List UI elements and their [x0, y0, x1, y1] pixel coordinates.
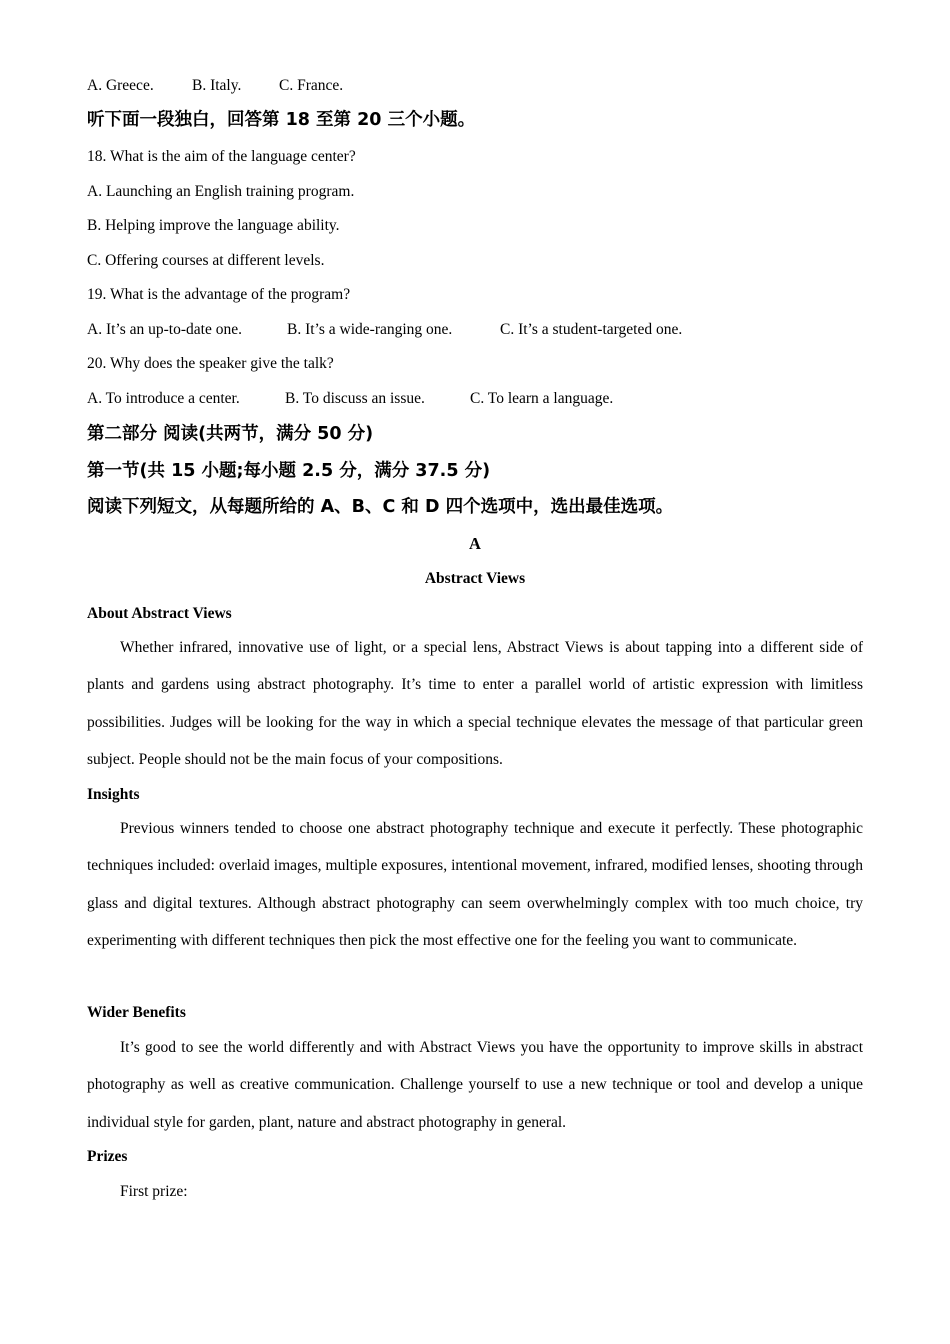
q20-option-c: C. To learn a language. [470, 390, 614, 407]
q19-question: 19. What is the advantage of the program? [87, 286, 351, 303]
q20-option-b: B. To discuss an issue. [285, 390, 425, 407]
part2-heading: 第二部分 阅读(共两节，满分 50 分) [87, 424, 374, 444]
paragraph-about: Whether infrared, innovative use of light, or a special lens, Abstract Views is about tapping into a different side of plants and gardens using abstract photography. It’s time to enter a parallel world of artistic expression with limitless possibilities. Judges will be looking for the way in which a special technique elevates the message of that particular green subject. People should not be the main focus of your compositions. [87, 639, 863, 768]
section-heading-insights: Insights [87, 786, 140, 803]
paragraph-insights: Previous winners tended to choose one abstract photography technique and execute it perfectly. These photographic techniques included: overlaid images, multiple exposures, intentional movement, infrared, modified lenses, shooting through glass and digital textures. Although abstract photography can seem overwhelmingly complex with too much choice, try experimenting with different techniques then pick the most effective one for the feeling you want to communicate. [87, 820, 863, 949]
q18-option-a: A. Launching an English training program. [87, 183, 355, 200]
q20-question: 20. Why does the speaker give the talk? [87, 355, 334, 372]
q20-options [87, 389, 613, 409]
q19-option-b: B. It’s a wide-ranging one. [287, 321, 453, 338]
q18-option-c: C. Offering courses at different levels. [87, 252, 325, 269]
q19-option-a: A. It’s an up-to-date one. [87, 321, 242, 338]
q20-option-a: A. To introduce a center. [87, 390, 240, 407]
section-heading-benefits: Wider Benefits [87, 1004, 186, 1021]
section-heading-about: About Abstract Views [87, 605, 232, 622]
q17-option-b: B. Italy. [192, 77, 242, 94]
q17-option-a: A. Greece. [87, 77, 154, 94]
paragraph-prizes: First prize: [120, 1183, 188, 1200]
q17-option-c: C. France. [279, 77, 344, 94]
q19-option-c: C. It’s a student-targeted one. [500, 321, 683, 338]
passage-title: Abstract Views [424, 570, 526, 587]
reading-instruction: 阅读下列短文，从每题所给的 A、B、C 和 D 四个选项中，选出最佳选项。 [87, 497, 674, 517]
monologue-instruction: 听下面一段独白，回答第 18 至第 20 三个小题。 [87, 110, 476, 130]
q18-option-b: B. Helping improve the language ability. [87, 217, 340, 234]
section-heading-prizes: Prizes [87, 1148, 128, 1165]
paragraph-benefits: It’s good to see the world differently and with Abstract Views you have the opportunity to improve skills in abstract photography as well as creative communication. Challenge yourself to use a new technique or tool and develop a unique individual style for garden, plant, nature and abstract photography in general. [87, 1039, 863, 1131]
section1-heading: 第一节(共 15 小题;每小题 2.5 分，满分 37.5 分) [87, 461, 491, 481]
q18-question: 18. What is the aim of the language center? [87, 148, 356, 165]
passage-letter: A [469, 534, 481, 553]
q19-options [87, 320, 682, 340]
q17-options [87, 76, 343, 96]
